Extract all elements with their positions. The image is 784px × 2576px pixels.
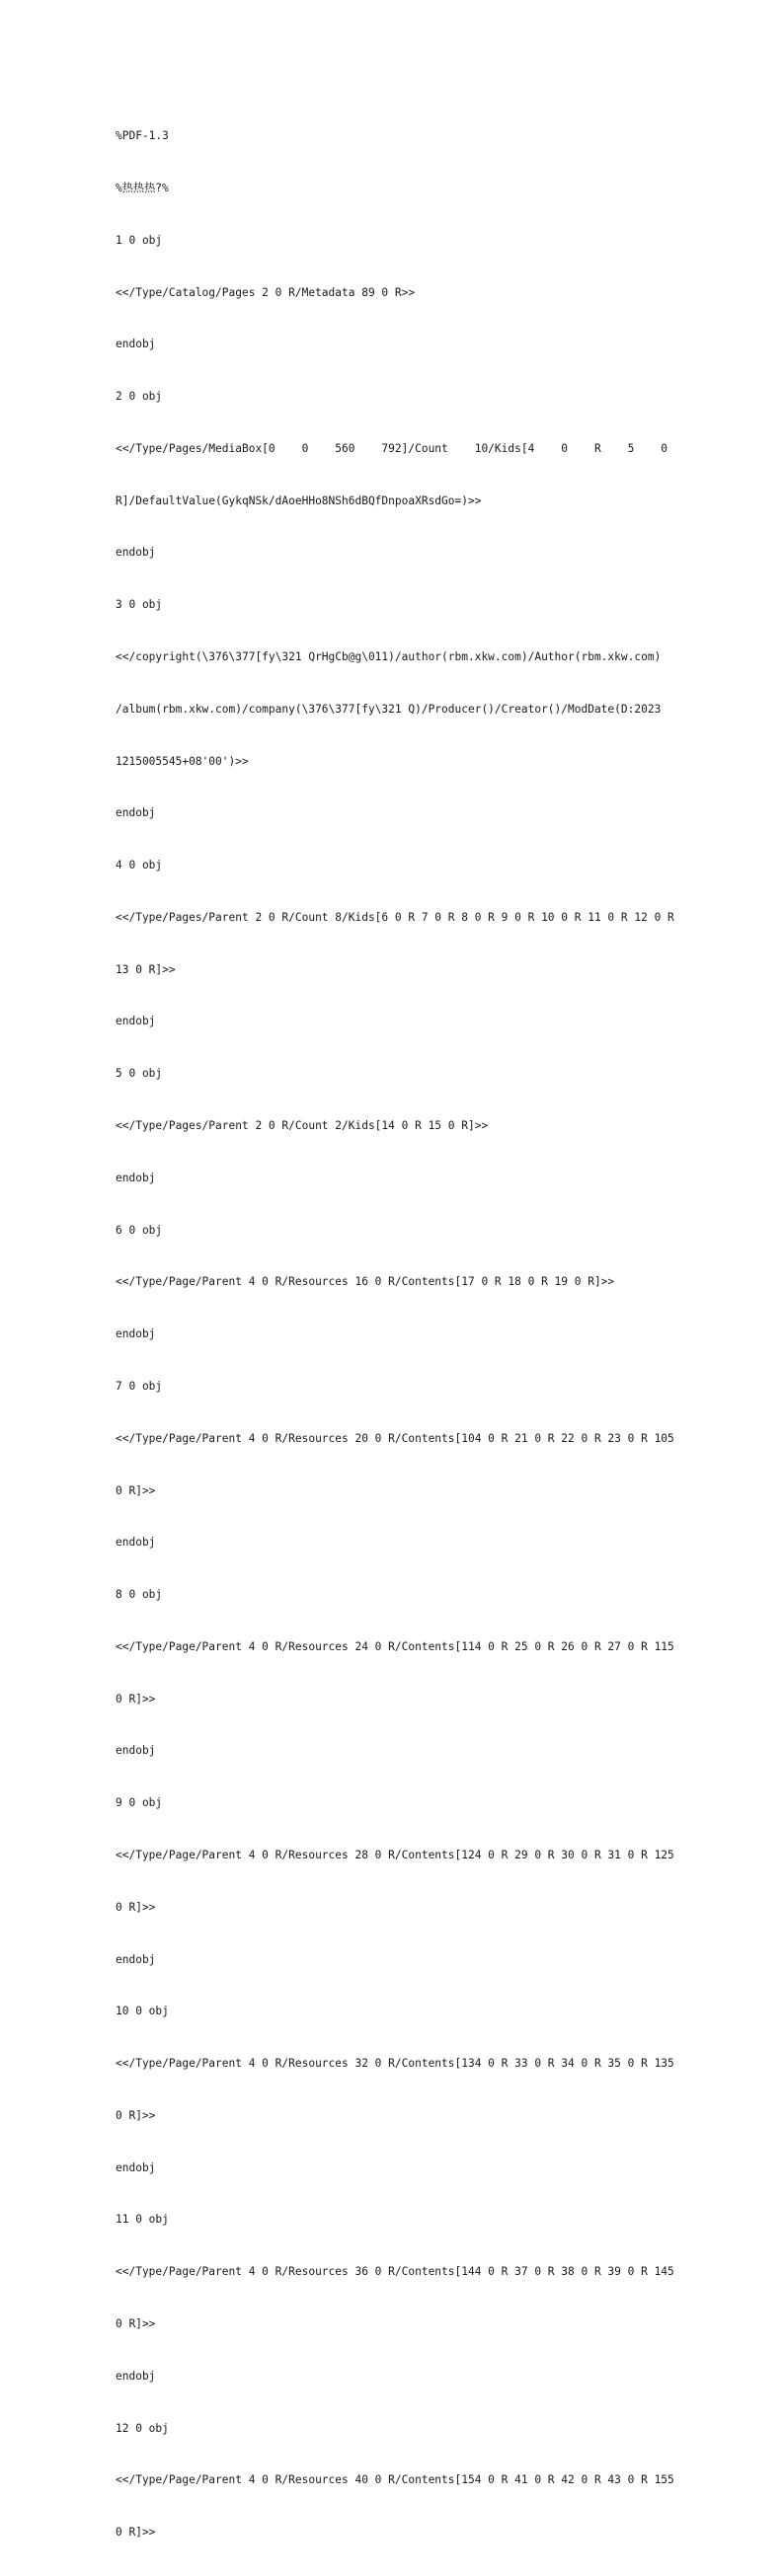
pdf-source-text xyxy=(116,93,678,2576)
text-line: 9 0 obj xyxy=(116,1796,163,1810)
text-line: 10 0 obj xyxy=(116,2005,169,2018)
text-line: <</Type/Catalog/Pages 2 0 R/Metadata 89 0 R>> xyxy=(116,285,416,299)
text-line: 4 0 obj xyxy=(116,859,163,872)
text-line: 0 R]>> xyxy=(116,2317,156,2330)
text-line: <</Type/Page/Parent 4 0 R/Resources 16 0 R/Contents[17 0 R 18 0 R 19 0 R]>> xyxy=(116,1275,615,1289)
text-line: /album(rbm.xkw.com)/company(\376\377[fy\321 Q)/Producer()/Creator()/ModDate(D:2023 xyxy=(116,702,662,716)
text-line: <</Type/Pages/MediaBox[0 0 560 792]/Count 10/Kids[4 0 R 5 0 xyxy=(116,441,668,455)
text-line: 0 R]>> xyxy=(116,1900,156,1914)
text-line: 1215005545+08'00')>> xyxy=(116,754,249,768)
text-line: R]/DefaultValue(GykqNSk/dAoeHHo8NSh6dBQfDnpoaXRsdGo=)>> xyxy=(116,493,482,507)
text-line: 12 0 obj xyxy=(116,2421,169,2435)
text-line: %PDF-1.3 xyxy=(116,129,169,143)
text-line: 6 0 obj xyxy=(116,1223,163,1237)
text-line: <</Type/Page/Parent 4 0 R/Resources 28 0 R/Contents[124 0 R 29 0 R 30 0 R 31 0 R 125 xyxy=(116,1848,674,1861)
text-line: endobj xyxy=(116,546,156,560)
text-line: endobj xyxy=(116,2160,156,2174)
text-line: <</Type/Page/Parent 4 0 R/Resources 32 0 R/Contents[134 0 R 33 0 R 34 0 R 35 0 R 135 xyxy=(116,2057,674,2071)
text-line: endobj xyxy=(116,1952,156,1966)
text-line: <</Type/Page/Parent 4 0 R/Resources 20 0 R/Contents[104 0 R 21 0 R 22 0 R 23 0 R 105 xyxy=(116,1431,674,1445)
text-line: endobj xyxy=(116,338,156,351)
text-line: 5 0 obj xyxy=(116,1067,163,1081)
text-line: <</Type/Pages/Parent 2 0 R/Count 8/Kids[6 0 R 7 0 R 8 0 R 9 0 R 10 0 R 11 0 R 12 0 R xyxy=(116,910,674,924)
text-line: 0 R]>> xyxy=(116,2108,156,2122)
text-line: endobj xyxy=(116,2369,156,2383)
text-line: 2 0 obj xyxy=(116,390,163,404)
text-line: endobj xyxy=(116,1327,156,1341)
text-line: <</Type/Page/Parent 4 0 R/Resources 24 0 R/Contents[114 0 R 25 0 R 26 0 R 27 0 R 115 xyxy=(116,1639,674,1653)
text-line: <</Type/Page/Parent 4 0 R/Resources 36 0 R/Contents[144 0 R 37 0 R 38 0 R 39 0 R 145 xyxy=(116,2265,674,2279)
text-line: 11 0 obj xyxy=(116,2213,169,2227)
text-line: 0 R]>> xyxy=(116,1692,156,1705)
text-line: %热热热?% xyxy=(116,181,169,194)
text-line: <</Type/Page/Parent 4 0 R/Resources 40 0 R/Contents[154 0 R 41 0 R 42 0 R 43 0 R 155 xyxy=(116,2473,674,2487)
text-line: 3 0 obj xyxy=(116,598,163,612)
text-line: 7 0 obj xyxy=(116,1379,163,1393)
text-line: <</Type/Pages/Parent 2 0 R/Count 2/Kids[14 0 R 15 0 R]>> xyxy=(116,1119,489,1133)
text-line: 1 0 obj xyxy=(116,233,163,247)
text-line: endobj xyxy=(116,1171,156,1184)
text-line: endobj xyxy=(116,806,156,820)
text-line: endobj xyxy=(116,1015,156,1028)
text-line: 13 0 R]>> xyxy=(116,962,176,976)
text-line: 0 R]>> xyxy=(116,1483,156,1497)
text-line: <</copyright(\376\377[fy\321 QrHgCb@g\011)/author(rbm.xkw.com)/Author(rbm.xkw.com) xyxy=(116,650,662,663)
text-line: endobj xyxy=(116,1744,156,1758)
text-line: 0 R]>> xyxy=(116,2526,156,2539)
text-line: endobj xyxy=(116,1536,156,1550)
text-line: 8 0 obj xyxy=(116,1588,163,1602)
